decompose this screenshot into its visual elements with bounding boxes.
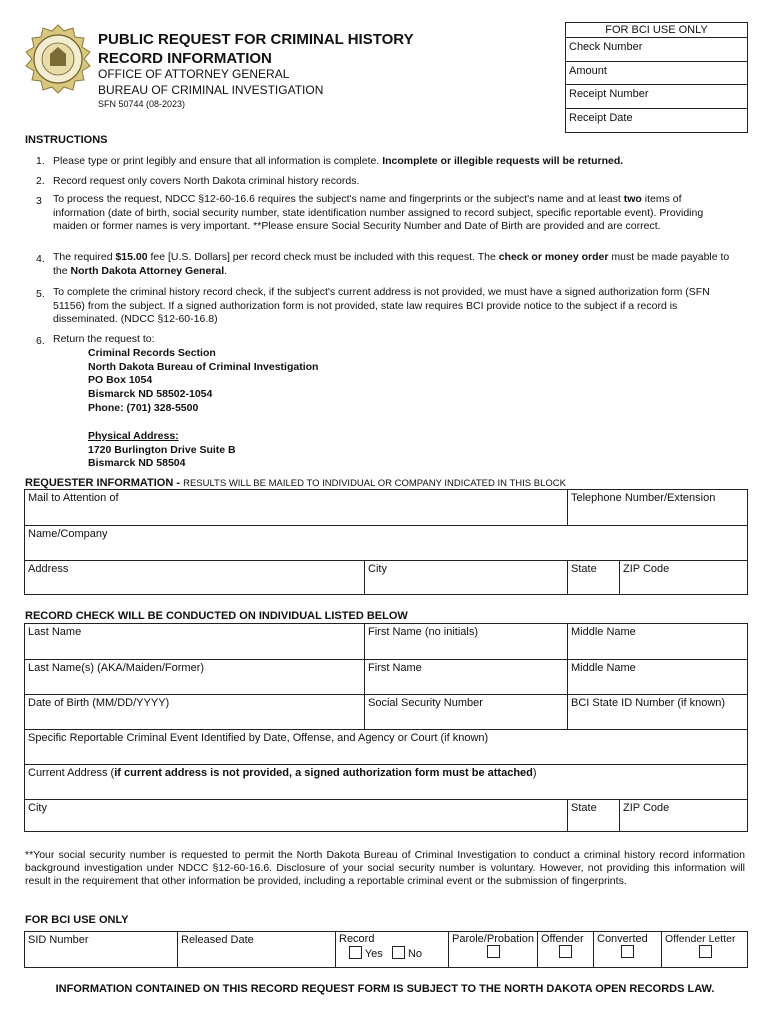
offender-checkbox[interactable] <box>559 945 572 958</box>
bureau-name: BUREAU OF CRIMINAL INVESTIGATION <box>98 83 324 97</box>
office-name: OFFICE OF ATTORNEY GENERAL <box>98 67 290 81</box>
amount-field[interactable]: Amount <box>566 62 747 86</box>
instruction-6: 6. Return the request to: <box>36 333 155 347</box>
attorney-general-seal-icon <box>24 24 92 94</box>
receipt-number-field[interactable]: Receipt Number <box>566 85 747 109</box>
requester-section-title: REQUESTER INFORMATION - RESULTS WILL BE MAILED TO INDIVIDUAL OR COMPANY INDICATED IN THIS BLOCK <box>25 477 566 489</box>
aka-first-name-field[interactable]: First Name <box>364 659 567 694</box>
receipt-date-field[interactable]: Receipt Date <box>569 111 633 124</box>
state-field[interactable]: State <box>567 560 619 595</box>
sid-number-field[interactable]: SID Number <box>28 934 89 946</box>
subject-state-field[interactable]: State <box>567 799 619 832</box>
record-check-section-title: RECORD CHECK WILL BE CONDUCTED ON INDIVIDUAL LISTED BELOW <box>25 610 408 622</box>
bci-use-only-heading: FOR BCI USE ONLY <box>25 914 129 926</box>
mailing-address: Criminal Records Section North Dakota Bureau of Criminal Investigation PO Box 1054 Bismarck ND 58502-1054 Phone: (701) 328-5500 <box>88 347 319 414</box>
mail-to-field[interactable]: Mail to Attention of <box>28 492 119 504</box>
bci-use-grid <box>24 931 748 968</box>
subject-zip-field[interactable]: ZIP Code <box>619 799 748 832</box>
date-of-birth-field[interactable]: Date of Birth (MM/DD/YYYY) <box>25 694 364 729</box>
instruction-2: 2. Record request only covers North Dakota criminal history records. <box>36 175 360 187</box>
parole-probation-checkbox[interactable] <box>487 945 500 958</box>
converted-field: Converted <box>593 932 661 967</box>
converted-checkbox[interactable] <box>621 945 634 958</box>
telephone-field[interactable]: Telephone Number/Extension <box>567 490 748 525</box>
record-no-label: No <box>407 948 422 960</box>
parole-probation-field: Parole/Probation <box>448 932 537 967</box>
aka-name-field[interactable]: Last Name(s) (AKA/Maiden/Former) <box>25 659 364 694</box>
subject-city-field[interactable]: City <box>25 799 567 832</box>
released-date-field[interactable]: Released Date <box>177 932 335 967</box>
record-no-checkbox[interactable] <box>392 946 405 959</box>
form-number: SFN 50744 (08-2023) <box>98 99 186 109</box>
record-yes-checkbox[interactable] <box>349 946 362 959</box>
physical-address: Physical Address: 1720 Burlington Drive Suite B Bismarck ND 58504 <box>88 430 236 470</box>
offender-letter-checkbox[interactable] <box>699 945 712 958</box>
current-address-field[interactable]: Current Address (if current address is not provided, a signed authorization form must be attached) <box>25 764 748 799</box>
bci-state-id-field[interactable]: BCI State ID Number (if known) <box>567 694 748 729</box>
requester-grid <box>24 489 748 595</box>
bci-box-header: FOR BCI USE ONLY <box>566 23 747 38</box>
check-number-field[interactable]: Check Number <box>566 38 747 62</box>
offender-field: Offender <box>537 932 593 967</box>
address-field[interactable]: Address <box>25 560 364 595</box>
ssn-disclosure-note: **Your social security number is requested to permit the North Dakota Bureau of Criminal Investigation to conduct a criminal history record information background investigation under NDCC §12-60-16.6. Disclosure of your social security number is voluntary. However, not providing this information will result in the requirement that other information be provided, including a reportable criminal event or the submission of fingerprints. <box>25 849 745 888</box>
last-name-field[interactable]: Last Name <box>28 626 82 638</box>
offender-letter-field: Offender Letter <box>661 932 748 967</box>
open-records-notice: INFORMATION CONTAINED ON THIS RECORD REQUEST FORM IS SUBJECT TO THE NORTH DAKOTA OPEN RECORDS LAW. <box>55 983 715 995</box>
bci-use-only-box <box>565 22 748 133</box>
ssn-field[interactable]: Social Security Number <box>364 694 567 729</box>
zip-field[interactable]: ZIP Code <box>619 560 748 595</box>
form-title: PUBLIC REQUEST FOR CRIMINAL HISTORY RECORD INFORMATION <box>98 31 414 67</box>
city-field[interactable]: City <box>364 560 567 595</box>
first-name-field[interactable]: First Name (no initials) <box>364 624 567 659</box>
criminal-event-field[interactable]: Specific Reportable Criminal Event Identified by Date, Offense, and Agency or Court (if known) <box>25 729 748 764</box>
name-company-field[interactable]: Name/Company <box>25 525 748 560</box>
instruction-4: 4. The required $15.00 fee [U.S. Dollars] per record check must be included with this request. The check or money order must be made payable to the North Dakota Attorney General. <box>36 251 730 277</box>
instructions-heading: INSTRUCTIONS <box>25 134 108 146</box>
record-yes-label: Yes <box>364 948 383 960</box>
record-check-grid <box>24 623 748 832</box>
record-field: Record Yes No <box>335 932 448 967</box>
instruction-5: 5. To complete the criminal history record check, if the subject's current address is not provided, we must have a signed authorization form (SFN 51156) from the subject. If a signed authorization form is not provided, state law requires BCI provide notice to the subject if a record is disseminated. (NDCC §12-60-16.8) <box>36 286 710 325</box>
instruction-1: 1. Please type or print legibly and ensure that all information is complete. Incomplete or illegible requests will be returned. <box>36 155 624 167</box>
middle-name-field[interactable]: Middle Name <box>567 624 748 659</box>
aka-middle-name-field[interactable]: Middle Name <box>567 659 748 694</box>
instruction-3: 3 To process the request, NDCC §12-60-16.6 requires the subject's name and fingerprints or the subject's name and at least two items of information (date of birth, social security number, state identification number assigned to record subject, specific reportable event). Providing maiden or former names is very important. **Please ensure Social Security Number and Date of Birth are provided and are correct. <box>36 193 704 232</box>
